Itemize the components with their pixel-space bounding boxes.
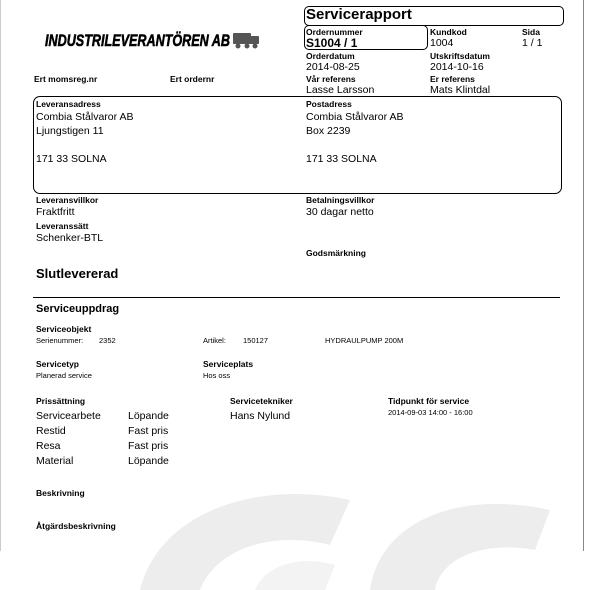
prissattning-row-name: Resa [36, 440, 61, 452]
utskriftsdatum-label: Utskriftsdatum [430, 51, 490, 61]
servicetekniker-label: Servicetekniker [230, 396, 293, 406]
leveranssatt-value: Schenker-BTL [36, 232, 104, 244]
var-referens-value: Lasse Larsson [306, 84, 375, 96]
logo-text: INDUSTRILEVERANTÖREN AB [45, 31, 230, 50]
leveransadress-label: Leveransadress [36, 99, 101, 109]
prissattning-row-value: Löpande [128, 410, 169, 422]
artikel-value: 150127 [243, 336, 269, 345]
leveransvillkor-value: Fraktfritt [36, 206, 75, 218]
prissattning-label: Prissättning [36, 396, 86, 406]
serviceobjekt-label: Serviceobjekt [36, 324, 92, 334]
utskriftsdatum-value: 2014-10-16 [430, 61, 484, 73]
page-right-edge [583, 0, 584, 551]
godsmarkning-label: Godsmärkning [306, 248, 366, 258]
atgardsbeskrivning-label: Åtgärdsbeskrivning [36, 521, 116, 531]
beskrivning-label: Beskrivning [36, 488, 85, 498]
serviceplats-label: Serviceplats [203, 359, 254, 369]
prissattning-row-value: Fast pris [128, 425, 169, 437]
orderdatum-value: 2014-08-25 [306, 61, 360, 73]
postadress-city: 171 33 SOLNA [306, 153, 377, 165]
page-title: Servicerapport [306, 6, 412, 23]
betalningsvillkor-value: 30 dagar netto [306, 206, 374, 218]
postadress-label: Postadress [306, 99, 352, 109]
postadress-name: Combia Stålvaror AB [306, 111, 404, 123]
servicetekniker-value: Hans Nylund [230, 410, 291, 422]
er-referens-value: Mats Klintdal [430, 84, 491, 96]
sida-label: Sida [522, 27, 540, 37]
leveransadress-street: Ljungstigen 11 [36, 125, 104, 137]
ordernummer-label: Ordernummer [306, 27, 363, 37]
orderdatum-label: Orderdatum [306, 51, 355, 61]
watermark-logo [120, 470, 580, 590]
section-divider [33, 297, 560, 298]
prissattning-row-name: Servicearbete [36, 410, 101, 422]
serienummer-label: Serienummer: [36, 336, 84, 345]
ert-ordernr-label: Ert ordernr [170, 74, 215, 84]
artikel-label: Artikel: [203, 336, 226, 345]
ordernummer-value: S1004 / 1 [306, 36, 358, 50]
prissattning-row-name: Material [36, 455, 74, 467]
leveransadress-city: 171 33 SOLNA [36, 153, 107, 165]
page-left-edge [0, 0, 1, 551]
betalningsvillkor-label: Betalningsvillkor [306, 195, 375, 205]
leveranssatt-label: Leveranssätt [36, 221, 89, 231]
prissattning-row-value: Löpande [128, 455, 169, 467]
var-referens-label: Vår referens [306, 74, 356, 84]
delivery-status: Slutlevererad [36, 266, 119, 281]
prissattning-row-value: Fast pris [128, 440, 169, 452]
kundkod-label: Kundkod [430, 27, 467, 37]
sida-value: 1 / 1 [522, 37, 543, 49]
serienummer-value: 2352 [99, 336, 116, 345]
artikel-name: HYDRAULPUMP 200M [325, 336, 404, 345]
kundkod-value: 1004 [430, 37, 454, 49]
tidpunkt-label: Tidpunkt för service [388, 396, 470, 406]
company-logo [43, 24, 263, 54]
er-referens-label: Er referens [430, 74, 475, 84]
postadress-street: Box 2239 [306, 125, 351, 137]
serviceuppdrag-title: Serviceuppdrag [36, 303, 120, 315]
ert-momsreg-label: Ert momsreg.nr [34, 74, 98, 84]
leveransadress-name: Combia Stålvaror AB [36, 111, 134, 123]
serviceplats-value: Hos oss [203, 371, 231, 380]
leveransvillkor-label: Leveransvillkor [36, 195, 99, 205]
tidpunkt-value: 2014-09-03 14:00 - 16:00 [388, 408, 473, 417]
servicetyp-label: Servicetyp [36, 359, 79, 369]
truck-icon [233, 33, 259, 49]
servicetyp-value: Planerad service [36, 371, 92, 380]
prissattning-row-name: Restid [36, 425, 66, 437]
